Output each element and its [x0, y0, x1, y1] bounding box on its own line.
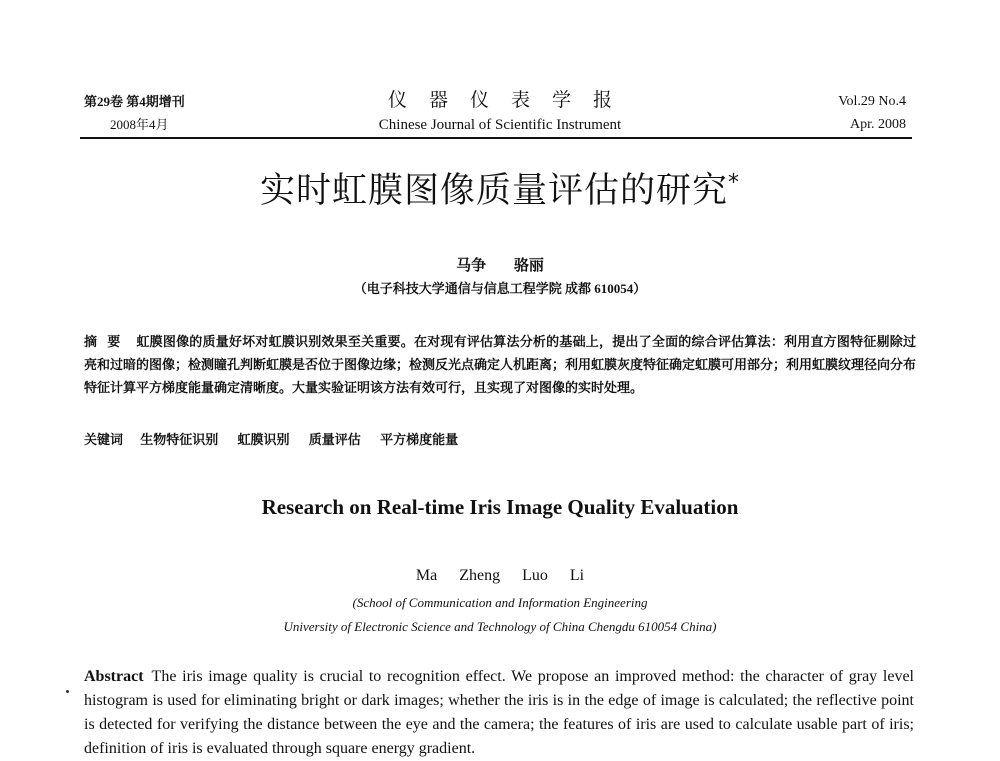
abstract-cn-label: 摘要 — [84, 334, 131, 349]
keywords-cn — [84, 429, 916, 451]
title-cn-text: 实时虹膜图像质量评估的研究 — [259, 171, 728, 211]
journal-name-en: Chinese Journal of Scientific Instrument — [378, 117, 622, 133]
keyword-cn: 虹膜识别 — [237, 432, 290, 447]
running-header-left — [84, 90, 185, 136]
keyword-cn: 质量评估 — [308, 432, 361, 447]
title-footnote-mark: * — [728, 170, 740, 196]
volume-issue-cn: 第29卷 第4期增刊 — [84, 94, 185, 109]
affiliation-en-line2: University of Electronic Science and Technology of China Chengdu 610054 China) — [283, 619, 717, 634]
margin-mark — [66, 690, 69, 693]
date-en: Apr. 2008 — [850, 117, 906, 132]
journal-name-cn: 仪器仪表学报 — [387, 90, 634, 111]
paper-title-en: Research on Real-time Iris Image Quality Evaluation — [261, 495, 739, 519]
header-rule — [80, 137, 912, 139]
running-header-center — [300, 90, 700, 136]
abstract-en-text: The iris image quality is crucial to recognition effect. We propose an improved method: the character of gray level histogram is used for eliminating bright or dark images; whether the iris is in the edge of image is calculated; the reflective point is detected for verifying the distance between the eye and the camera; the features of iris are used to calculate usable part of iris; definition of iris is evaluated through square energy gradient. — [84, 668, 914, 757]
keyword-cn: 平方梯度能量 — [380, 432, 459, 447]
volume-issue-en: Vol.29 No.4 — [838, 94, 906, 109]
abstract-cn — [84, 330, 916, 399]
affiliation-cn: （电子科技大学通信与信息工程学院 成都 610054） — [353, 281, 647, 296]
authors-cn: 马争 骆丽 — [456, 258, 544, 274]
abstract-cn-text: 虹膜图像的质量好坏对虹膜识别效果至关重要。在对现有评估算法分析的基础上，提出了全面的综合评估算法：利用直方图特征剔除过亮和过暗的图像；检测瞳孔判断虹膜是否位于图像边缘；检测反光点确定人机距离；利用虹膜灰度特征确定虹膜可用部分；利用虹膜纹理径向分布特征计算平方梯度能量确定清晰度。大量实验证明该方法有效可行，且实现了对图像的实时处理。 — [84, 334, 917, 395]
authors-en: Ma Zheng Luo Li — [415, 567, 585, 584]
date-cn: 2008年4月 — [110, 117, 169, 132]
paper-title-cn — [0, 163, 1000, 213]
abstract-en — [84, 665, 914, 761]
affiliation-en-line1: (School of Communication and Information Engineering — [352, 595, 648, 610]
abstract-en-label: Abstract — [84, 668, 144, 685]
running-header-right — [838, 90, 906, 136]
keywords-cn-label: 关键词 — [84, 432, 124, 447]
keyword-cn: 生物特征识别 — [140, 432, 219, 447]
